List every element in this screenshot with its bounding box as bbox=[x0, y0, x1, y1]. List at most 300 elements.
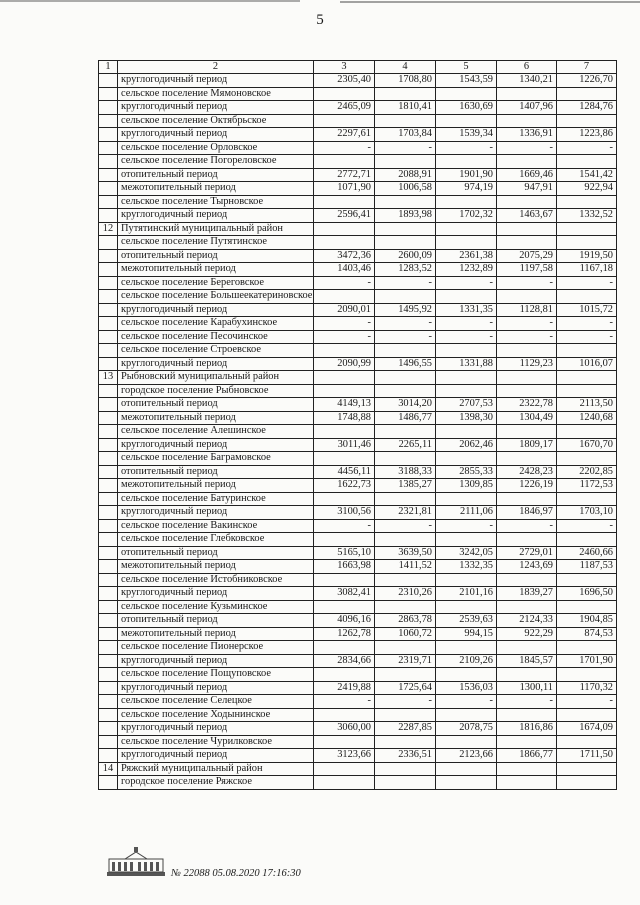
value-cell: 1309,85 bbox=[436, 479, 497, 493]
table-row bbox=[99, 182, 617, 196]
value-cell: 1748,88 bbox=[314, 411, 375, 425]
header-cell: 2 bbox=[118, 61, 314, 74]
value-cell: 922,94 bbox=[557, 182, 617, 196]
value-cell bbox=[557, 641, 617, 655]
value-cell bbox=[314, 776, 375, 790]
row-index-cell bbox=[99, 641, 118, 655]
value-cell: 1663,98 bbox=[314, 560, 375, 574]
header-cell: 4 bbox=[375, 61, 436, 74]
value-cell bbox=[314, 425, 375, 439]
row-name-cell: Рыбновский муниципальный район bbox=[118, 371, 314, 385]
value-cell: 2539,63 bbox=[436, 614, 497, 628]
value-cell bbox=[557, 222, 617, 236]
table-row bbox=[99, 587, 617, 601]
value-cell: 3188,33 bbox=[375, 465, 436, 479]
table-row bbox=[99, 506, 617, 520]
row-index-cell bbox=[99, 776, 118, 790]
row-index-cell bbox=[99, 411, 118, 425]
table-row bbox=[99, 101, 617, 115]
value-cell: 1670,70 bbox=[557, 438, 617, 452]
value-cell: 1332,52 bbox=[557, 209, 617, 223]
table-row bbox=[99, 236, 617, 250]
value-cell: 1331,88 bbox=[436, 357, 497, 371]
row-index-cell bbox=[99, 600, 118, 614]
value-cell bbox=[314, 573, 375, 587]
value-cell: 1304,49 bbox=[497, 411, 557, 425]
row-index-cell bbox=[99, 357, 118, 371]
row-name-cell: сельское поселение Береговское bbox=[118, 276, 314, 290]
value-cell: 1411,52 bbox=[375, 560, 436, 574]
value-cell: 1226,19 bbox=[497, 479, 557, 493]
row-index-cell bbox=[99, 587, 118, 601]
row-index-cell bbox=[99, 668, 118, 682]
value-cell: 2336,51 bbox=[375, 749, 436, 763]
table-row bbox=[99, 87, 617, 101]
value-cell bbox=[314, 371, 375, 385]
row-index-cell bbox=[99, 627, 118, 641]
value-cell: - bbox=[497, 317, 557, 331]
value-cell: - bbox=[557, 317, 617, 331]
value-cell: 1702,32 bbox=[436, 209, 497, 223]
value-cell: - bbox=[314, 519, 375, 533]
row-name-cell: сельское поселение Алешинское bbox=[118, 425, 314, 439]
value-cell bbox=[375, 290, 436, 304]
value-cell bbox=[314, 236, 375, 250]
table-row bbox=[99, 168, 617, 182]
value-cell bbox=[497, 344, 557, 358]
row-index-cell bbox=[99, 452, 118, 466]
value-cell: 1539,34 bbox=[436, 128, 497, 142]
value-cell bbox=[436, 735, 497, 749]
value-cell: - bbox=[436, 141, 497, 155]
row-index-cell bbox=[99, 384, 118, 398]
row-name-cell: круглогодичный период bbox=[118, 722, 314, 736]
value-cell: 2101,16 bbox=[436, 587, 497, 601]
row-name-cell: сельское поселение Строевское bbox=[118, 344, 314, 358]
row-name-cell: круглогодичный период bbox=[118, 654, 314, 668]
value-cell: 1385,27 bbox=[375, 479, 436, 493]
row-index-cell bbox=[99, 479, 118, 493]
value-cell bbox=[375, 641, 436, 655]
value-cell: - bbox=[436, 317, 497, 331]
value-cell: 2319,71 bbox=[375, 654, 436, 668]
value-cell bbox=[497, 222, 557, 236]
value-cell: 1486,77 bbox=[375, 411, 436, 425]
value-cell bbox=[314, 222, 375, 236]
row-index-cell bbox=[99, 195, 118, 209]
row-index-cell bbox=[99, 74, 118, 88]
value-cell: 1015,72 bbox=[557, 303, 617, 317]
value-cell: 2707,53 bbox=[436, 398, 497, 412]
value-cell: 3014,20 bbox=[375, 398, 436, 412]
value-cell bbox=[557, 371, 617, 385]
table-row bbox=[99, 74, 617, 88]
row-index-cell bbox=[99, 438, 118, 452]
row-index-cell bbox=[99, 303, 118, 317]
row-index-cell bbox=[99, 722, 118, 736]
row-name-cell: межотопительный период bbox=[118, 411, 314, 425]
value-cell bbox=[557, 776, 617, 790]
value-cell bbox=[375, 344, 436, 358]
row-index-cell bbox=[99, 317, 118, 331]
value-cell: 2855,33 bbox=[436, 465, 497, 479]
value-cell: 3123,66 bbox=[314, 749, 375, 763]
value-cell bbox=[375, 371, 436, 385]
value-cell bbox=[497, 735, 557, 749]
value-cell bbox=[436, 87, 497, 101]
row-index-cell bbox=[99, 708, 118, 722]
value-cell: 5165,10 bbox=[314, 546, 375, 560]
row-name-cell: сельское поселение Ходынинское bbox=[118, 708, 314, 722]
table-row bbox=[99, 479, 617, 493]
value-cell: 2109,26 bbox=[436, 654, 497, 668]
value-cell: - bbox=[375, 519, 436, 533]
row-index-cell bbox=[99, 182, 118, 196]
value-cell: 3011,46 bbox=[314, 438, 375, 452]
table-row bbox=[99, 411, 617, 425]
row-name-cell: сельское поселение Баграмовское bbox=[118, 452, 314, 466]
row-name-cell: круглогодичный период bbox=[118, 101, 314, 115]
row-name-cell: круглогодичный период bbox=[118, 209, 314, 223]
row-index-cell bbox=[99, 560, 118, 574]
value-cell: 994,15 bbox=[436, 627, 497, 641]
row-index-cell bbox=[99, 614, 118, 628]
row-name-cell: межотопительный период bbox=[118, 263, 314, 277]
value-cell: 1846,97 bbox=[497, 506, 557, 520]
header-cell: 3 bbox=[314, 61, 375, 74]
value-cell bbox=[497, 290, 557, 304]
value-cell: 4456,11 bbox=[314, 465, 375, 479]
value-cell bbox=[314, 533, 375, 547]
row-index-cell bbox=[99, 506, 118, 520]
header-cell: 6 bbox=[497, 61, 557, 74]
value-cell bbox=[375, 668, 436, 682]
value-cell: 1541,42 bbox=[557, 168, 617, 182]
row-name-cell: сельское поселение Вакинское bbox=[118, 519, 314, 533]
value-cell: 1810,41 bbox=[375, 101, 436, 115]
row-index-cell: 14 bbox=[99, 762, 118, 776]
value-cell: - bbox=[557, 141, 617, 155]
value-cell: 1284,76 bbox=[557, 101, 617, 115]
value-cell: 1674,09 bbox=[557, 722, 617, 736]
value-cell: 1332,35 bbox=[436, 560, 497, 574]
value-cell bbox=[497, 425, 557, 439]
value-cell bbox=[497, 155, 557, 169]
value-cell: - bbox=[557, 330, 617, 344]
row-index-cell: 12 bbox=[99, 222, 118, 236]
value-cell: 2361,38 bbox=[436, 249, 497, 263]
value-cell bbox=[375, 114, 436, 128]
value-cell: 1536,03 bbox=[436, 681, 497, 695]
row-name-cell: отопительный период bbox=[118, 168, 314, 182]
value-cell bbox=[557, 573, 617, 587]
value-cell: - bbox=[314, 695, 375, 709]
value-cell: 1809,17 bbox=[497, 438, 557, 452]
value-cell bbox=[436, 195, 497, 209]
value-cell bbox=[375, 776, 436, 790]
row-name-cell: круглогодичный период bbox=[118, 749, 314, 763]
table-row bbox=[99, 357, 617, 371]
value-cell: 1016,07 bbox=[557, 357, 617, 371]
value-cell: - bbox=[375, 330, 436, 344]
value-cell: 3082,41 bbox=[314, 587, 375, 601]
value-cell bbox=[375, 195, 436, 209]
header-cell: 5 bbox=[436, 61, 497, 74]
table-row bbox=[99, 276, 617, 290]
value-cell bbox=[557, 668, 617, 682]
government-building-stamp-icon bbox=[105, 846, 167, 878]
row-name-cell: сельское поселение Селецкое bbox=[118, 695, 314, 709]
value-cell bbox=[314, 155, 375, 169]
scan-top-edge bbox=[0, 0, 640, 4]
value-cell: 2124,33 bbox=[497, 614, 557, 628]
value-cell bbox=[557, 236, 617, 250]
table-row bbox=[99, 155, 617, 169]
table-row bbox=[99, 222, 617, 236]
value-cell bbox=[375, 87, 436, 101]
row-index-cell bbox=[99, 573, 118, 587]
value-cell bbox=[375, 708, 436, 722]
row-name-cell: отопительный период bbox=[118, 546, 314, 560]
row-name-cell: межотопительный период bbox=[118, 182, 314, 196]
table-row bbox=[99, 425, 617, 439]
value-cell: 1904,85 bbox=[557, 614, 617, 628]
table-row bbox=[99, 641, 617, 655]
value-cell: 1060,72 bbox=[375, 627, 436, 641]
table-row bbox=[99, 317, 617, 331]
value-cell: - bbox=[497, 519, 557, 533]
value-cell: 1129,23 bbox=[497, 357, 557, 371]
row-index-cell bbox=[99, 209, 118, 223]
row-name-cell: сельское поселение Пощуповское bbox=[118, 668, 314, 682]
value-cell bbox=[436, 492, 497, 506]
value-cell: 1711,50 bbox=[557, 749, 617, 763]
table-row bbox=[99, 290, 617, 304]
value-cell: 1336,91 bbox=[497, 128, 557, 142]
value-cell bbox=[436, 425, 497, 439]
value-cell: - bbox=[375, 317, 436, 331]
row-index-cell bbox=[99, 276, 118, 290]
value-cell bbox=[436, 600, 497, 614]
value-cell bbox=[557, 87, 617, 101]
value-cell bbox=[557, 762, 617, 776]
table-row bbox=[99, 614, 617, 628]
table-row bbox=[99, 560, 617, 574]
row-name-cell: круглогодичный период bbox=[118, 128, 314, 142]
row-name-cell: сельское поселение Тырновское bbox=[118, 195, 314, 209]
value-cell: 2596,41 bbox=[314, 209, 375, 223]
value-cell bbox=[497, 708, 557, 722]
table-row bbox=[99, 303, 617, 317]
value-cell: 1708,80 bbox=[375, 74, 436, 88]
row-index-cell bbox=[99, 168, 118, 182]
value-cell bbox=[436, 114, 497, 128]
value-cell bbox=[557, 290, 617, 304]
row-name-cell: сельское поселение Чурилковское bbox=[118, 735, 314, 749]
value-cell bbox=[314, 708, 375, 722]
row-name-cell: отопительный период bbox=[118, 465, 314, 479]
table-row bbox=[99, 384, 617, 398]
value-cell bbox=[375, 425, 436, 439]
value-cell: 1463,67 bbox=[497, 209, 557, 223]
value-cell: - bbox=[497, 141, 557, 155]
value-cell: 2078,75 bbox=[436, 722, 497, 736]
value-cell: - bbox=[375, 276, 436, 290]
row-name-cell: сельское поселение Истобниковское bbox=[118, 573, 314, 587]
table-row bbox=[99, 465, 617, 479]
row-index-cell bbox=[99, 519, 118, 533]
row-name-cell: сельское поселение Кузьминское bbox=[118, 600, 314, 614]
value-cell bbox=[436, 762, 497, 776]
row-index-cell bbox=[99, 128, 118, 142]
value-cell: 1403,46 bbox=[314, 263, 375, 277]
value-cell bbox=[557, 155, 617, 169]
value-cell: 1167,18 bbox=[557, 263, 617, 277]
table-row bbox=[99, 668, 617, 682]
value-cell: 2123,66 bbox=[436, 749, 497, 763]
scan-edge-mark bbox=[0, 0, 300, 2]
value-cell: - bbox=[497, 330, 557, 344]
value-cell: 1901,90 bbox=[436, 168, 497, 182]
value-cell: - bbox=[436, 330, 497, 344]
row-name-cell: сельское поселение Октябрьское bbox=[118, 114, 314, 128]
table-row bbox=[99, 330, 617, 344]
value-cell: 2772,71 bbox=[314, 168, 375, 182]
value-cell: 2428,23 bbox=[497, 465, 557, 479]
value-cell bbox=[497, 668, 557, 682]
value-cell bbox=[314, 735, 375, 749]
row-index-cell bbox=[99, 236, 118, 250]
table-row bbox=[99, 141, 617, 155]
table-header-row bbox=[99, 61, 617, 74]
value-cell bbox=[436, 452, 497, 466]
row-name-cell: сельское поселение Песочинское bbox=[118, 330, 314, 344]
tariff-table bbox=[98, 60, 617, 790]
value-cell bbox=[497, 573, 557, 587]
row-index-cell bbox=[99, 87, 118, 101]
value-cell: 2090,99 bbox=[314, 357, 375, 371]
row-index-cell bbox=[99, 290, 118, 304]
row-name-cell: городское поселение Ряжское bbox=[118, 776, 314, 790]
value-cell bbox=[497, 452, 557, 466]
value-cell: 2202,85 bbox=[557, 465, 617, 479]
value-cell bbox=[375, 155, 436, 169]
value-cell: 947,91 bbox=[497, 182, 557, 196]
row-name-cell: Путятинский муниципальный район bbox=[118, 222, 314, 236]
row-name-cell: круглогодичный период bbox=[118, 357, 314, 371]
value-cell bbox=[497, 641, 557, 655]
table-row bbox=[99, 533, 617, 547]
value-cell bbox=[557, 492, 617, 506]
value-cell bbox=[436, 222, 497, 236]
row-index-cell bbox=[99, 681, 118, 695]
value-cell bbox=[314, 114, 375, 128]
value-cell: - bbox=[375, 695, 436, 709]
table-row bbox=[99, 398, 617, 412]
value-cell: 3242,05 bbox=[436, 546, 497, 560]
row-name-cell: сельское поселение Пионерское bbox=[118, 641, 314, 655]
table-row bbox=[99, 749, 617, 763]
value-cell bbox=[497, 533, 557, 547]
row-name-cell: Ряжский муниципальный район bbox=[118, 762, 314, 776]
row-index-cell bbox=[99, 533, 118, 547]
value-cell: 1543,59 bbox=[436, 74, 497, 88]
row-index-cell bbox=[99, 263, 118, 277]
table-row bbox=[99, 492, 617, 506]
table-row bbox=[99, 438, 617, 452]
value-cell: - bbox=[557, 695, 617, 709]
value-cell bbox=[314, 384, 375, 398]
value-cell: - bbox=[557, 276, 617, 290]
row-name-cell: межотопительный период bbox=[118, 479, 314, 493]
value-cell bbox=[314, 195, 375, 209]
table-row bbox=[99, 708, 617, 722]
registration-stamp-text: № 22088 05.08.2020 17:16:30 bbox=[171, 868, 301, 879]
value-cell bbox=[436, 708, 497, 722]
row-name-cell: круглогодичный период bbox=[118, 506, 314, 520]
value-cell bbox=[314, 290, 375, 304]
table-row bbox=[99, 114, 617, 128]
row-index-cell bbox=[99, 114, 118, 128]
row-index-cell bbox=[99, 546, 118, 560]
value-cell: 2088,91 bbox=[375, 168, 436, 182]
value-cell bbox=[436, 236, 497, 250]
value-cell: 1495,92 bbox=[375, 303, 436, 317]
value-cell: 2113,50 bbox=[557, 398, 617, 412]
document-footer bbox=[105, 846, 405, 886]
page-number: 5 bbox=[316, 12, 324, 28]
value-cell: 1226,70 bbox=[557, 74, 617, 88]
value-cell bbox=[314, 600, 375, 614]
table-row bbox=[99, 452, 617, 466]
value-cell bbox=[375, 384, 436, 398]
row-index-cell bbox=[99, 155, 118, 169]
value-cell: 2090,01 bbox=[314, 303, 375, 317]
value-cell bbox=[436, 344, 497, 358]
row-name-cell: сельское поселение Мямоновское bbox=[118, 87, 314, 101]
value-cell bbox=[557, 384, 617, 398]
table-row bbox=[99, 776, 617, 790]
value-cell bbox=[314, 452, 375, 466]
row-name-cell: круглогодичный период bbox=[118, 74, 314, 88]
value-cell: 3472,36 bbox=[314, 249, 375, 263]
row-index-cell bbox=[99, 101, 118, 115]
table-body bbox=[99, 74, 617, 790]
value-cell: 1243,69 bbox=[497, 560, 557, 574]
value-cell: 1496,55 bbox=[375, 357, 436, 371]
table-row bbox=[99, 722, 617, 736]
row-name-cell: городское поселение Рыбновское bbox=[118, 384, 314, 398]
table-row bbox=[99, 195, 617, 209]
value-cell: 3060,00 bbox=[314, 722, 375, 736]
value-cell: 1187,53 bbox=[557, 560, 617, 574]
row-name-cell: круглогодичный период bbox=[118, 681, 314, 695]
value-cell: 1283,52 bbox=[375, 263, 436, 277]
value-cell: - bbox=[436, 695, 497, 709]
row-name-cell: сельское поселение Погореловское bbox=[118, 155, 314, 169]
row-index-cell: 13 bbox=[99, 371, 118, 385]
value-cell bbox=[557, 735, 617, 749]
value-cell bbox=[557, 452, 617, 466]
value-cell bbox=[436, 641, 497, 655]
value-cell bbox=[314, 344, 375, 358]
value-cell: 1701,90 bbox=[557, 654, 617, 668]
row-index-cell bbox=[99, 141, 118, 155]
value-cell: 2075,29 bbox=[497, 249, 557, 263]
table-row bbox=[99, 681, 617, 695]
row-index-cell bbox=[99, 465, 118, 479]
value-cell bbox=[375, 533, 436, 547]
